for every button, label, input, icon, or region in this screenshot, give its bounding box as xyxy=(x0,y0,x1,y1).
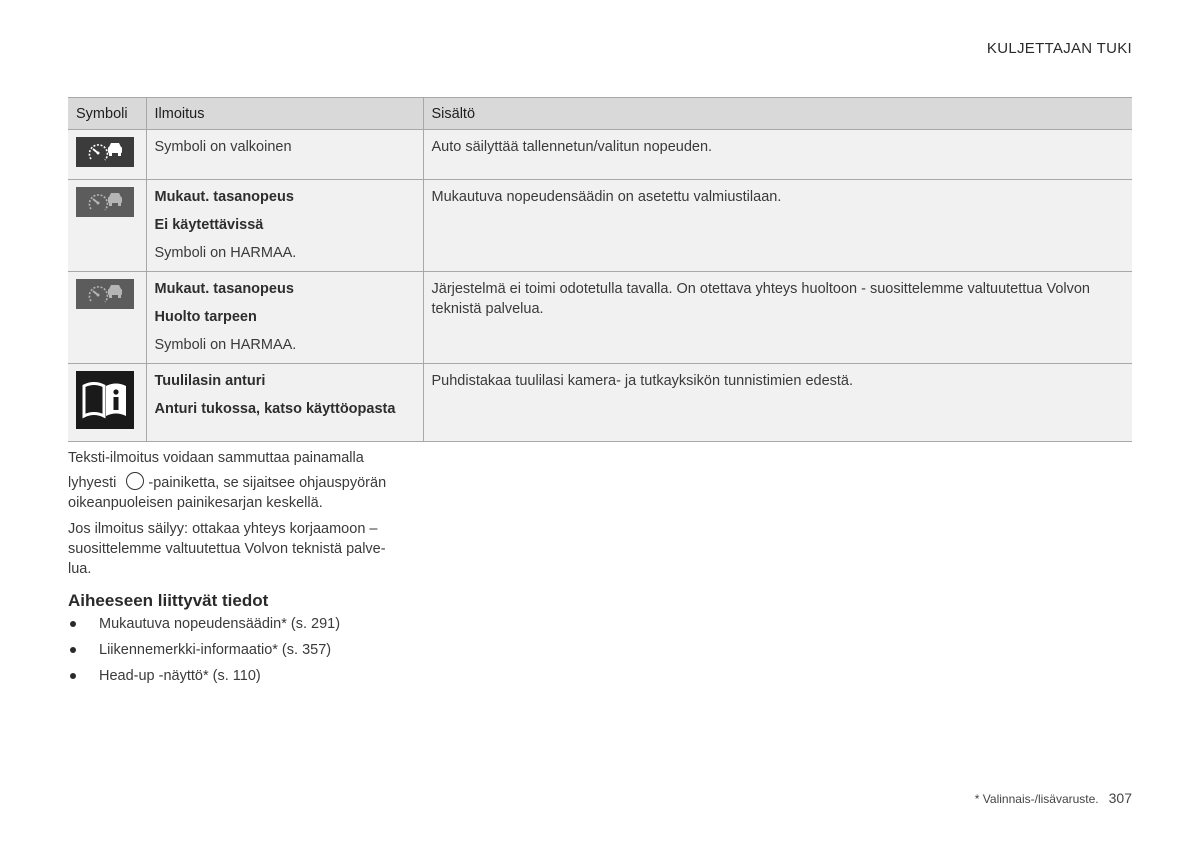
persist-paragraph xyxy=(68,519,408,579)
speedometer-car-icon xyxy=(76,137,134,167)
related-link[interactable]: Head-up -näyttö* (s. 110) xyxy=(99,668,261,684)
paragraph-line: oikeanpuoleisen painikesarjan keskellä. xyxy=(68,495,323,511)
related-link[interactable]: Liikennemerkki-informaatio* (s. 357) xyxy=(99,642,332,658)
circle-button-icon xyxy=(126,472,144,490)
message-line: Symboli on HARMAA. xyxy=(154,245,297,261)
paragraph-line: suosittelemme valtuutettua Volvon teknistä palve- xyxy=(68,541,386,557)
bullet-icon xyxy=(70,647,76,653)
message-cell xyxy=(146,130,423,180)
table-header-row xyxy=(68,98,1132,130)
message-title: Tuulilasin anturi xyxy=(154,373,266,389)
symbol-cell xyxy=(68,130,146,180)
message-cell xyxy=(146,180,423,272)
page-number: 307 xyxy=(1108,790,1132,806)
content-cell: Puhdistakaa tuulilasi kamera- ja tutkayksikön tunnistimien edestä. xyxy=(423,364,1132,442)
table-row xyxy=(68,364,1132,442)
message-subtitle: Ei käytettävissä xyxy=(154,217,264,233)
column-header-symbol: Symboli xyxy=(68,98,146,130)
speedometer-car-icon xyxy=(76,279,134,309)
paragraph-text: -painiketta, se sijaitsee ohjauspyörän xyxy=(148,475,387,491)
symbol-cell xyxy=(68,272,146,364)
related-item[interactable] xyxy=(68,637,340,663)
related-item[interactable] xyxy=(68,663,340,689)
table-row xyxy=(68,272,1132,364)
message-subtitle: Anturi tukossa, katso käyttöopasta xyxy=(154,401,396,417)
message-line: Symboli on valkoinen xyxy=(154,139,292,155)
table-row xyxy=(68,180,1132,272)
paragraph-line: lua. xyxy=(68,561,92,577)
related-heading: Aiheeseen liittyvät tiedot xyxy=(68,591,269,610)
paragraph-line xyxy=(68,472,408,493)
paragraph-text: lyhyesti xyxy=(68,475,117,491)
related-link[interactable]: Mukautuva nopeudensäädin* (s. 291) xyxy=(99,616,341,632)
column-header-message: Ilmoitus xyxy=(146,98,423,130)
dismiss-paragraph xyxy=(68,448,408,513)
content-cell: Auto säilyttää tallennetun/valitun nopeuden. xyxy=(423,130,1132,180)
message-title: Mukaut. tasanopeus xyxy=(154,189,294,205)
paragraph-line: Jos ilmoitus säilyy: ottakaa yhteys korjaamoon – xyxy=(68,521,378,537)
footer xyxy=(975,790,1132,806)
section-title: KULJETTAJAN TUKI xyxy=(986,40,1132,57)
related-list xyxy=(68,611,340,689)
table-row xyxy=(68,130,1132,180)
content-cell: Mukautuva nopeudensäädin on asetettu valmiustilaan. xyxy=(423,180,1132,272)
bullet-icon xyxy=(70,673,76,679)
symbol-cell xyxy=(68,180,146,272)
manual-book-info-icon xyxy=(76,371,134,429)
footnote: * Valinnais-/lisävaruste. xyxy=(974,792,1099,806)
paragraph-line: Teksti-ilmoitus voidaan sammuttaa painamalla xyxy=(68,450,364,466)
message-cell xyxy=(146,272,423,364)
message-table xyxy=(68,97,1132,442)
related-item[interactable] xyxy=(68,611,340,637)
content-cell: Järjestelmä ei toimi odotetulla tavalla. On otettava yhteys huoltoon - suosittelemme valtuutettua Volvon teknistä palvelua. xyxy=(423,272,1132,364)
message-cell xyxy=(146,364,423,442)
speedometer-car-icon xyxy=(76,187,134,217)
message-line: Symboli on HARMAA. xyxy=(154,337,297,353)
message-title: Mukaut. tasanopeus xyxy=(154,281,294,297)
symbol-cell xyxy=(68,364,146,442)
column-header-content: Sisältö xyxy=(423,98,1132,130)
message-subtitle: Huolto tarpeen xyxy=(154,309,257,325)
bullet-icon xyxy=(70,621,76,627)
